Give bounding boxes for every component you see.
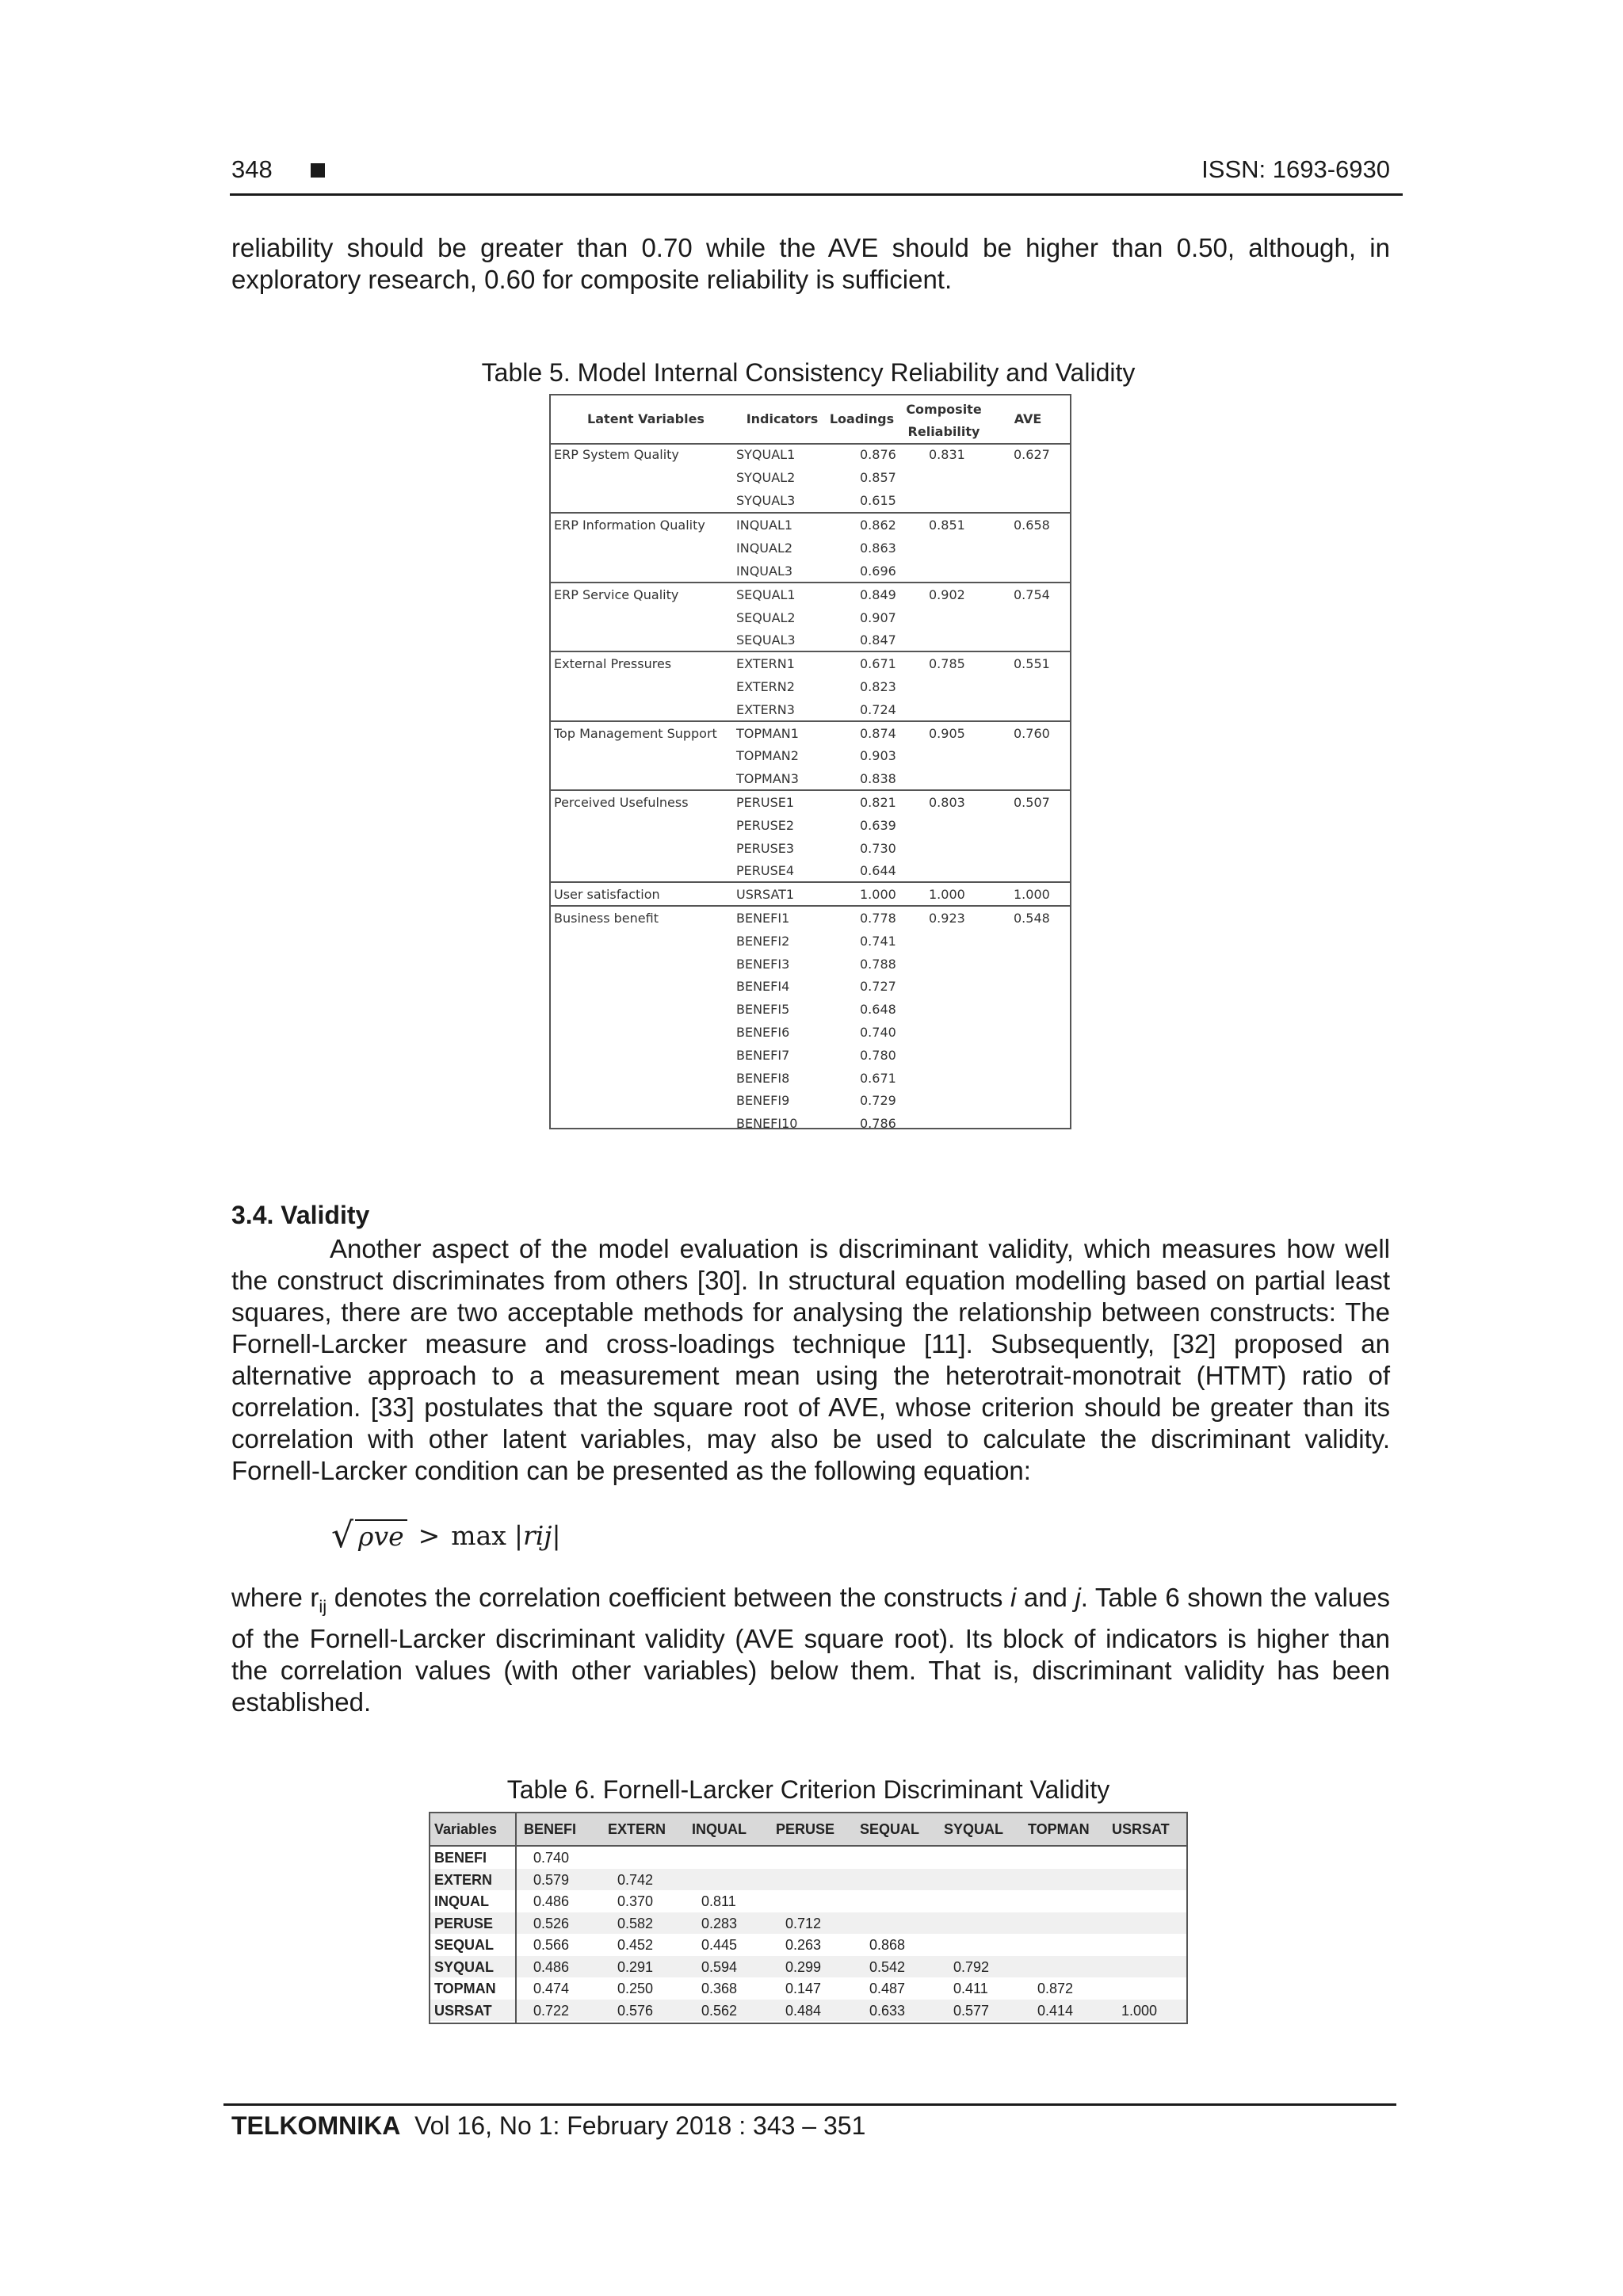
latent-variable: ERP Information Quality [554,518,705,533]
correlation-value: 0.368 [701,1981,738,1996]
ave-value: 0.658 [1014,518,1050,533]
latent-variable: Perceived Usefulness [554,795,689,810]
correlation-value: 0.742 [617,1871,654,1888]
table-row [551,767,1070,790]
loading-value: 0.741 [860,933,896,949]
indicator: TOPMAN3 [736,771,799,787]
indicator: SEQUAL1 [736,586,796,602]
loading-value: 0.671 [860,1070,896,1086]
indicator: SYQUAL1 [736,447,796,462]
table6-column-header: EXTERN [608,1821,666,1837]
where-subscript: ij [319,1596,327,1617]
composite-reliability: 0.923 [929,911,965,926]
correlation-value: 0.487 [869,1981,906,1996]
ave-value: 0.548 [1014,911,1050,926]
indicator: SEQUAL3 [736,632,796,648]
table-row [551,998,1070,1021]
table5-header [551,395,1070,445]
indicator: PERUSE2 [736,817,795,833]
indicator: BENEFI3 [736,956,790,972]
indicator: TOPMAN2 [736,748,799,764]
table6-row-label: USRSAT [434,2002,492,2019]
loading-value: 0.847 [860,632,896,648]
table-row [551,443,1070,466]
table5-group [551,651,1070,720]
table5-header-latent: Latent Variables [587,411,705,426]
loading-value: 0.823 [860,678,896,694]
table6-divider [515,1813,517,2023]
indicator: BENEFI8 [736,1070,790,1086]
table5-group [551,443,1070,511]
intro-paragraph: reliability should be greater than 0.70 while the AVE should be higher than 0.50, although, in exploratory research, 0.60 for composite reliability is sufficient. [231,233,1390,294]
issn: ISSN: 1693-6930 [1201,155,1390,183]
correlation-value: 0.414 [1037,2002,1074,2019]
loading-value: 0.671 [860,656,896,672]
correlation-value: 0.577 [953,2002,990,2019]
indicator: BENEFI9 [736,1093,790,1109]
loading-value: 0.727 [860,979,896,995]
footer-issue: Vol 16, No 1: February 2018 : 343 – 351 [414,2111,866,2140]
table-row [551,907,1070,930]
table5 [549,394,1071,1132]
table6-column-header: BENEFI [524,1821,577,1837]
loading-value: 0.849 [860,586,896,602]
table5-header-indicators: Indicators [746,411,819,426]
table-row [551,814,1070,837]
table5-group [551,720,1070,790]
table6-row-label: INQUAL [434,1893,489,1909]
header-rule [230,193,1403,196]
fornell-larcker-equation [331,1515,561,1556]
table5-header-ave: AVE [1014,411,1042,426]
indicator: BENEFI2 [736,933,790,949]
loading-value: 0.778 [860,911,896,926]
correlation-value: 0.526 [533,1915,570,1931]
table-row [430,1912,1186,1935]
correlation-value: 0.370 [617,1893,654,1909]
table5-header-composite-line1: Composite [906,402,982,417]
latent-variable: ERP Service Quality [554,586,679,602]
table5-group [551,905,1070,1135]
loading-value: 0.724 [860,701,896,717]
table-row [551,744,1070,767]
correlation-value: 0.291 [617,1958,654,1975]
loading-value: 0.903 [860,748,896,764]
loading-value: 0.730 [860,840,896,856]
table6-row-label: EXTERN [434,1871,493,1888]
table-row [551,489,1070,512]
ave-value: 0.627 [1014,447,1050,462]
indicator: BENEFI7 [736,1047,790,1063]
table-row [551,975,1070,998]
table-row [551,953,1070,976]
correlation-value: 0.712 [785,1915,822,1931]
correlation-value: 0.740 [533,1850,570,1866]
ave-value: 0.551 [1014,656,1050,672]
loading-value: 0.786 [860,1116,896,1132]
indicator: PERUSE3 [736,840,795,856]
loading-value: 0.615 [860,492,896,508]
correlation-value: 1.000 [1121,2002,1158,2019]
table-row [551,560,1070,583]
sqrt-icon: √ [331,1515,354,1556]
correlation-value: 0.486 [533,1893,570,1909]
indicator: EXTERN1 [736,656,795,672]
indicator: BENEFI4 [736,979,790,995]
table6-row-label: TOPMAN [434,1981,496,1996]
composite-reliability: 0.851 [929,518,965,533]
section-paragraph [231,1233,1390,1487]
table6-column-header: Variables [434,1821,498,1837]
table-row [430,1847,1186,1869]
indicator: SEQUAL2 [736,609,796,625]
footer-rule [223,2103,1396,2106]
table6 [429,1812,1188,2024]
table-row [551,1021,1070,1044]
correlation-value: 0.566 [533,1937,570,1953]
indicator: USRSAT1 [736,887,795,903]
table-row [551,675,1070,698]
ave-value: 1.000 [1014,887,1050,903]
correlation-value: 0.562 [701,2002,738,2019]
correlation-value: 0.263 [785,1937,822,1953]
table6-row-label: SYQUAL [434,1958,495,1975]
equation-max: max [451,1520,506,1551]
table-row [551,628,1070,651]
composite-reliability: 0.785 [929,656,965,672]
loading-value: 1.000 [860,887,896,903]
table6-caption: Table 6. Fornell-Larcker Criterion Discriminant Validity [506,1775,1110,1804]
composite-reliability: 0.905 [929,725,965,741]
section-paragraph-text: Another aspect of the model evaluation is discriminant validity, which measures how well the construct discriminates from others [30]. In structural equation modelling based on partial least squares, there are two acceptable methods for analysing the relationship between constructs: The Fornell-Larcker measure and cross-loadings technique [11]. Subsequently, [32] proposed an alternative approach to a measurement mean using the heterotrait-monotrait (HTMT) ratio of correlation. [33] postulates that the square root of AVE, whose criterion should be greater than its correlation with other latent variables, may also be used to calculate the discriminant validity. Fornell-Larcker condition can be presented as the following equation: [231,1234,1390,1485]
correlation-value: 0.872 [1037,1981,1074,1996]
ave-value: 0.754 [1014,586,1050,602]
table-row [551,1044,1070,1067]
table-row [551,466,1070,489]
latent-variable: External Pressures [554,656,672,672]
correlation-value: 0.452 [617,1937,654,1953]
indicator: PERUSE1 [736,795,795,810]
table-row [430,2000,1186,2022]
where-text-1: where r [231,1583,319,1612]
equation-abs: |rij| [514,1520,561,1551]
correlation-value: 0.542 [869,1958,906,1975]
where-and: and [1016,1583,1075,1612]
correlation-value: 0.474 [533,1981,570,1996]
table-row [430,1934,1186,1956]
where-i: i [1010,1583,1017,1612]
table6-column-header: SYQUAL [944,1821,1004,1837]
table-row [551,514,1070,537]
table-row [551,1112,1070,1135]
correlation-value: 0.633 [869,2002,906,2019]
loading-value: 0.874 [860,725,896,741]
equation-gt: > [418,1520,441,1551]
composite-reliability: 0.803 [929,795,965,810]
correlation-value: 0.722 [533,2002,570,2019]
indicator: PERUSE4 [736,863,795,879]
table6-column-header: SEQUAL [860,1821,920,1837]
table-row [430,1956,1186,1978]
ave-value: 0.507 [1014,795,1050,810]
table5-group [551,582,1070,651]
page-number: 348 [231,155,273,183]
indicator: BENEFI1 [736,911,790,926]
correlation-value: 0.811 [701,1893,736,1909]
table5-group [551,512,1070,582]
table6-row-label: BENEFI [434,1850,487,1866]
table-row [551,791,1070,814]
footer [231,2111,865,2141]
table6-header [430,1813,1186,1847]
correlation-value: 0.576 [617,2002,654,2019]
table-row [430,1890,1186,1912]
header-square-icon [311,163,325,178]
table5-header-composite [896,399,991,443]
where-text-2: denotes the correlation coefficient between the constructs [327,1583,1010,1612]
composite-reliability: 0.902 [929,586,965,602]
indicator: BENEFI10 [736,1116,798,1132]
latent-variable: Business benefit [554,911,659,926]
correlation-value: 0.792 [953,1958,990,1975]
table5-caption: Table 5. Model Internal Consistency Reliability and Validity [481,358,1136,387]
table6-column-header: TOPMAN [1028,1821,1090,1837]
latent-variable: ERP System Quality [554,447,679,462]
table-row [430,1869,1186,1891]
correlation-value: 0.579 [533,1871,570,1888]
loading-value: 0.648 [860,1002,896,1018]
where-paragraph [231,1582,1390,1718]
table-row [551,859,1070,882]
loading-value: 0.838 [860,771,896,787]
loading-value: 0.907 [860,609,896,625]
loading-value: 0.862 [860,518,896,533]
table6-column-header: INQUAL [692,1821,747,1837]
where-text-3: . Table 6 shown the values of the Fornell-Larcker discriminant validity (AVE square root). Its block of indicators is higher than the correlation values (with other variables) below them. That is, discriminant validity has been established. [231,1583,1390,1717]
indicator: TOPMAN1 [736,725,799,741]
table-row [551,722,1070,745]
indicator: INQUAL1 [736,518,793,533]
table-row [551,837,1070,860]
ave-value: 0.760 [1014,725,1050,741]
indicator: EXTERN3 [736,701,795,717]
table-row [551,698,1070,721]
loading-value: 0.639 [860,817,896,833]
section-title: 3.4. Validity [231,1201,370,1229]
composite-reliability: 0.831 [929,447,965,462]
indicator: SYQUAL2 [736,469,796,485]
loading-value: 0.876 [860,447,896,462]
loading-value: 0.821 [860,795,896,810]
table5-group [551,881,1070,906]
indicator: INQUAL3 [736,563,793,579]
correlation-value: 0.594 [701,1958,738,1975]
loading-value: 0.729 [860,1093,896,1109]
equation-radicand: ρve [355,1519,407,1552]
loading-value: 0.780 [860,1047,896,1063]
loading-value: 0.696 [860,563,896,579]
correlation-value: 0.486 [533,1958,570,1975]
correlation-value: 0.484 [785,2002,822,2019]
correlation-value: 0.299 [785,1958,822,1975]
table6-row-label: SEQUAL [434,1937,495,1953]
table6-row-label: PERUSE [434,1915,494,1931]
correlation-value: 0.582 [617,1915,654,1931]
correlation-value: 0.250 [617,1981,654,1996]
correlation-value: 0.445 [701,1937,738,1953]
table6-column-header: USRSAT [1112,1821,1170,1837]
indicator: SYQUAL3 [736,492,796,508]
table-row [551,606,1070,629]
loading-value: 0.740 [860,1024,896,1040]
loading-value: 0.644 [860,863,896,879]
loading-value: 0.857 [860,469,896,485]
indicator: INQUAL2 [736,541,793,556]
table-row [551,1067,1070,1090]
table-row [551,583,1070,606]
table-row [551,652,1070,675]
loading-value: 0.863 [860,541,896,556]
latent-variable: Top Management Support [554,725,717,741]
table-row [430,1977,1186,2000]
table5-header-composite-line2: Reliability [907,424,980,439]
correlation-value: 0.283 [701,1915,738,1931]
correlation-value: 0.411 [953,1981,988,1996]
indicator: BENEFI5 [736,1002,790,1018]
indicator: BENEFI6 [736,1024,790,1040]
table6-column-header: PERUSE [776,1821,835,1837]
table-row [551,537,1070,560]
indicator: EXTERN2 [736,678,795,694]
correlation-value: 0.147 [785,1981,822,1996]
correlation-value: 0.868 [869,1937,906,1953]
table-row [551,930,1070,953]
table-row [551,1089,1070,1112]
where-j: j [1075,1583,1081,1612]
table5-group [551,789,1070,882]
table-row [551,883,1070,906]
loading-value: 0.788 [860,956,896,972]
table5-header-loadings: Loadings [829,411,895,426]
footer-journal: TELKOMNIKA [231,2111,401,2140]
latent-variable: User satisfaction [554,887,660,903]
composite-reliability: 1.000 [929,887,965,903]
